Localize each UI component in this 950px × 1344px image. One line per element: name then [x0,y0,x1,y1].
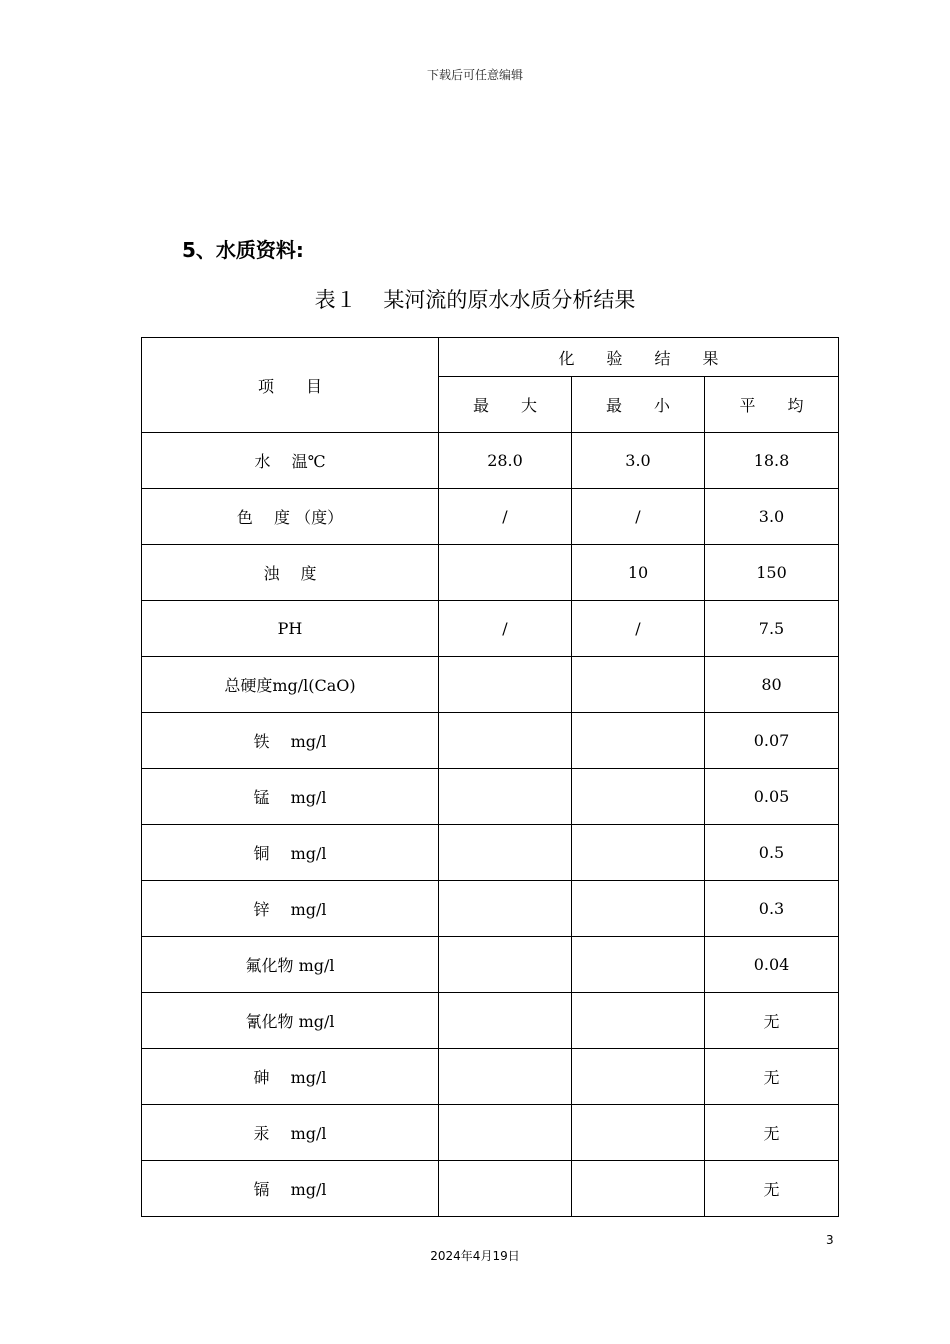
cell-avg: 7.5 [705,601,839,657]
cell-max [439,993,572,1049]
cell-max [439,1105,572,1161]
cell-max [439,657,572,713]
cell-min [572,1161,705,1217]
cell-max: / [439,489,572,545]
page-header: 下载后可任意编辑 [426,68,523,82]
cell-min [572,881,705,937]
cell-max [439,769,572,825]
cell-item: 总硬度mg/l(CaO) [142,657,439,713]
cell-avg: 18.8 [705,433,839,489]
cell-avg: 无 [705,1105,839,1161]
cell-item: 色 度 （度） [142,489,439,545]
page-footer-date: 2024年4月19日 [430,1249,520,1263]
cell-item: 浊 度 [142,545,439,601]
avg-header: 平 均 [705,377,839,433]
cell-avg: 0.04 [705,937,839,993]
cell-min: / [572,489,705,545]
cell-avg: 0.07 [705,713,839,769]
cell-min: 10 [572,545,705,601]
table-row [142,489,839,545]
cell-max [439,1049,572,1105]
cell-item: 铜 mg/l [142,825,439,881]
cell-min: 3.0 [572,433,705,489]
min-header: 最 小 [572,377,705,433]
cell-item: 锌 mg/l [142,881,439,937]
cell-min [572,993,705,1049]
cell-item: 镉 mg/l [142,1161,439,1217]
cell-item: 铁 mg/l [142,713,439,769]
cell-max: 28.0 [439,433,572,489]
cell-avg: 0.3 [705,881,839,937]
table-row [142,937,839,993]
section-title: 5、水质资料: [182,238,304,262]
table-row [142,825,839,881]
cell-min [572,1105,705,1161]
table-row [142,545,839,601]
cell-item: 锰 mg/l [142,769,439,825]
table-row [142,993,839,1049]
item-header: 项 目 [142,338,439,433]
table-row [142,769,839,825]
cell-max [439,713,572,769]
table-row [142,433,839,489]
table-caption: 表１ 某河流的原水水质分析结果 [314,288,636,312]
water-quality-table [141,337,839,1217]
cell-item: PH [142,601,439,657]
max-header: 最 大 [439,377,572,433]
cell-min [572,713,705,769]
cell-min [572,937,705,993]
cell-avg: 无 [705,1161,839,1217]
table-row [142,881,839,937]
page-number: 3 [826,1233,834,1247]
table-row [142,1049,839,1105]
table-row [142,657,839,713]
cell-avg: 无 [705,993,839,1049]
cell-item: 汞 mg/l [142,1105,439,1161]
table-row [142,1105,839,1161]
cell-max [439,1161,572,1217]
cell-item: 氟化物 mg/l [142,937,439,993]
cell-avg: 150 [705,545,839,601]
cell-item: 砷 mg/l [142,1049,439,1105]
table-row [142,601,839,657]
cell-item: 氰化物 mg/l [142,993,439,1049]
result-header: 化 验 结 果 [439,338,839,377]
cell-max [439,881,572,937]
cell-avg: 0.05 [705,769,839,825]
cell-avg: 无 [705,1049,839,1105]
cell-min [572,1049,705,1105]
cell-min: / [572,601,705,657]
cell-avg: 3.0 [705,489,839,545]
table-header-row [142,338,839,377]
cell-min [572,825,705,881]
cell-max [439,545,572,601]
cell-avg: 80 [705,657,839,713]
cell-min [572,769,705,825]
cell-item: 水 温℃ [142,433,439,489]
table-row [142,713,839,769]
cell-min [572,657,705,713]
cell-max [439,825,572,881]
cell-max [439,937,572,993]
table-row [142,1161,839,1217]
cell-avg: 0.5 [705,825,839,881]
cell-max: / [439,601,572,657]
